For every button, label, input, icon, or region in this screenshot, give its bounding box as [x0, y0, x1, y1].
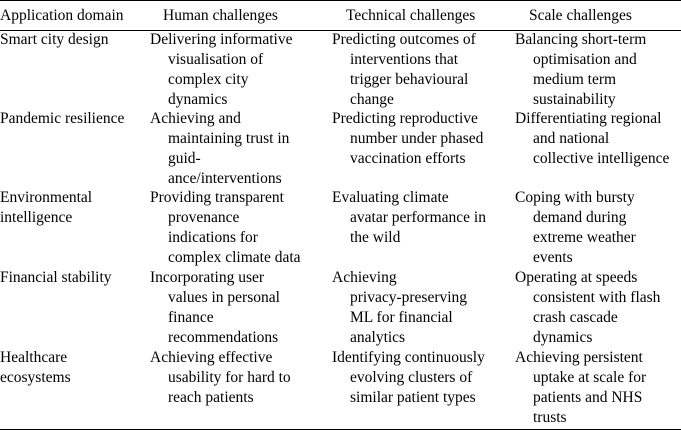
cell-line: Pandemic resilience [0, 110, 125, 127]
cell-line: uptake at scale for [533, 369, 647, 386]
cell-scale [515, 188, 681, 268]
cell-scale [515, 348, 681, 428]
header-application-domain: Application domain [0, 7, 124, 24]
cell-technical [332, 30, 502, 110]
header-human-challenges: Human challenges [163, 7, 278, 24]
cell-line: medium term [533, 71, 617, 88]
cell-line: Delivering informative [150, 31, 293, 48]
cell-line: trigger behavioural [350, 71, 469, 88]
cell-human [150, 188, 318, 268]
cell-domain [0, 348, 138, 388]
table-bottom-rule [0, 429, 681, 430]
cell-line: events [533, 249, 573, 266]
header-technical-challenges: Technical challenges [346, 7, 476, 24]
cell-line: Achieving [332, 269, 397, 286]
cell-line: Achieving and [150, 110, 241, 127]
cell-line: Operating at speeds [515, 269, 638, 286]
cell-line: privacy-preserving [350, 289, 468, 306]
cell-line: similar patient types [350, 389, 476, 406]
cell-line: provenance [168, 209, 240, 226]
cell-line: Healthcare [0, 349, 68, 366]
cell-line: reach patients [168, 389, 254, 406]
cell-line: trusts [533, 409, 567, 426]
cell-line: guid- [168, 150, 201, 167]
cell-line: demand during [533, 209, 627, 226]
cell-line: Achieving persistent [515, 349, 643, 366]
cell-line: Incorporating user [150, 269, 265, 286]
cell-line: extreme weather [533, 229, 636, 246]
cell-line: Providing transparent [150, 189, 284, 206]
cell-line: consistent with flash [533, 289, 661, 306]
table-top-rule [0, 0, 681, 1]
cell-line: avatar performance in [350, 209, 486, 226]
cell-domain [0, 188, 138, 228]
cell-line: values in personal [168, 289, 280, 306]
cell-human [150, 30, 318, 110]
cell-line: interventions that [350, 51, 459, 68]
cell-line: complex city [168, 71, 249, 88]
cell-line: dynamics [168, 91, 228, 108]
cell-line: Evaluating climate [332, 189, 449, 206]
cell-technical [332, 348, 502, 408]
cell-line: crash cascade [533, 309, 618, 326]
cell-line: ecosystems [0, 369, 71, 386]
cell-line: visualisation of [168, 51, 264, 68]
cell-line: Coping with bursty [515, 189, 635, 206]
cell-line: change [350, 91, 394, 108]
cell-line: number under phased [350, 130, 484, 147]
cell-technical [332, 268, 502, 348]
cell-line: recommendations [168, 329, 279, 346]
cell-technical [332, 109, 502, 169]
cell-human [150, 109, 318, 189]
cell-line: optimisation and [533, 51, 637, 68]
cell-scale [515, 268, 681, 348]
cell-line: evolving clusters of [350, 369, 473, 386]
cell-line: usability for hard to [168, 369, 291, 386]
cell-line: ML for financial [350, 309, 453, 326]
cell-line: maintaining trust in [168, 130, 290, 147]
cell-scale [515, 30, 681, 110]
cell-line: ance/interventions [168, 170, 282, 187]
cell-technical [332, 188, 502, 248]
cell-line: complex climate data [168, 249, 301, 266]
cell-line: Smart city design [0, 31, 109, 48]
cell-line: vaccination efforts [350, 150, 466, 167]
cell-line: Balancing short-term [515, 31, 647, 48]
cell-human [150, 348, 318, 408]
cell-line: Predicting reproductive [332, 110, 478, 127]
cell-line: collective intelligence [533, 150, 670, 167]
cell-line: Financial stability [0, 269, 112, 286]
cell-line: Predicting outcomes of [332, 31, 476, 48]
cell-line: Achieving effective [150, 349, 273, 366]
cell-line: analytics [350, 329, 406, 346]
cell-human [150, 268, 318, 348]
cell-line: finance [168, 309, 214, 326]
cell-line: Differentiating regional [515, 110, 662, 127]
cell-line: indications for [168, 229, 258, 246]
cell-domain [0, 30, 138, 50]
cell-line: intelligence [0, 209, 73, 226]
cell-line: the wild [350, 229, 401, 246]
cell-line: sustainability [533, 91, 616, 108]
cell-line: Environmental [0, 189, 93, 206]
cell-line: dynamics [533, 329, 593, 346]
cell-line: Identifying continuously [332, 349, 485, 366]
cell-line: patients and NHS [533, 389, 643, 406]
cell-line: and national [533, 130, 610, 147]
header-scale-challenges: Scale challenges [529, 7, 632, 24]
cell-scale [515, 109, 681, 169]
cell-domain [0, 109, 138, 129]
cell-domain [0, 268, 138, 288]
